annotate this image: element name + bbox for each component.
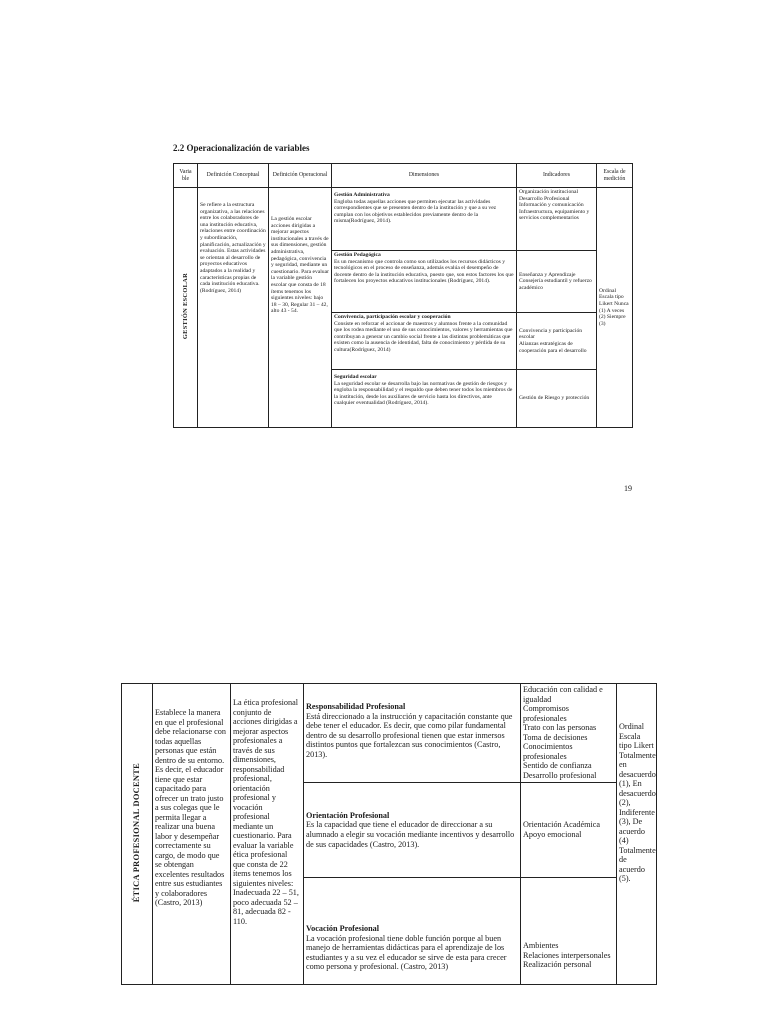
header-scale: Escala de medición [597,164,633,188]
dimension-cell [304,684,521,783]
operational-definition [231,684,304,985]
dimension-text: Está direccionado a la instrucción y capacitación constante que debe tener el educador. Es decir, que como pilar fundamental dentro de su desarrollo profesional tienen que estar inmersos distintos puntos que fortalezcan sus conocimientos (Castro, 2013). [306,711,513,759]
operational-definition [269,188,332,428]
indicator: Alianzas estratégicas de cooperación para el desarrollo [519,341,587,354]
dimension-text: Consiste en reforzar el accionar de maestros y alumnos frente a la comunidad que los rodea mediante el uso de sus conocimientos, valores y herramientas que contribuyan a generar un cambio social frente a las distintas problemáticas que existen como la ausencia de identidad, falta de conocimiento y pérdida de su cultura(Rodríguez, 2014) [334,320,513,353]
indicator: Conocimientos profesionales [523,742,573,761]
dimension-cell [332,188,517,251]
indicator-cell [517,251,597,313]
dimension-text: Es un mecanismo que controla como son utilizados los recursos didácticos y tecnológicos en el proceso de enseñanza, además evalúa el desempeño de docente dentro de la institución educativa, puesto que, son estos factores los que fortalecen los proyectos educativos institucionales (Rodríguez, 2014). [334,258,514,285]
dimension-text: Engloba todas aquellas acciones que permiten ejecutar las actividades correspondientes que se presenten dentro de la institución y que a su vez cumplan con los objetivos establecidos previamente dentro de la misma(Rodríguez, 2014). [334,198,497,225]
indicator: Gestión de Riesgo y protección [519,395,590,402]
dimension-cell [332,370,517,428]
dimension-text: La vocación profesional tiene doble función porque al buen manejo de herramientas didácticas para el aprendizaje de los estudiantes y a su vez el educador se sirve de esta para crecer como persona y profesional. (Castro, 2013) [306,933,507,972]
section-title: 2.2 Operacionalización de variables [173,143,310,153]
operationalization-table-etica [121,683,657,985]
indicator: Desarrollo profesional [523,770,597,780]
scale-text: Ordinal Escala tipo Likert Nunca (1) A veces (2) Siempre (3) [599,287,629,327]
operational-definition-text: La ética profesional conjunto de acciones dirigidas a mejorar aspectos profesionales a través de sus dimensiones, responsabilidad profesional, orientación profesional y vocación profesional mediante un cuestionario. Para evaluar la variable ética profesional que consta de 22 ítems tenemos los siguientes niveles: Inadecuada 22 – 51, poco adecuada 52 – 81, adecuada 82 - 110. [233,698,299,926]
indicator-cell [517,370,597,428]
conceptual-definition-text: Establece la manera en que el profesional debe relacionarse con todas aquellas personas que están dentro de su entorno. Es decir, el educador tiene que estar capacitado para ofrecer un trato justo a sus colegas que le permita llegar a realizar una buena labor y desempeñar correctamente su cargo, de modo que se obtengan excelentes resultados entre sus estudiantes y colaboradores (Castro, 2013) [155,708,226,908]
variable-name: ÉTICA PROFESIONAL DOCENTE [132,763,142,903]
table-row [122,684,657,783]
indicator: Sentido de confianza [523,761,592,771]
indicator: Apoyo emocional [523,830,582,839]
indicator-cell [521,878,617,985]
operational-definition-text: La gestión escolar acciones dirigidas a mejorar aspectos institucionales a través de sus dimensiones, gestión administrativa, pedagógica, convivencia y seguridad, mediante un cuestionario. Para evaluar la variable gestión escolar que consta de 18 ítems tenemos los siguientes niveles: bajo 18 – 30, Regular 31 – 42, alto 43 - 54. [271,216,329,315]
page-number: 19 [624,484,632,493]
variable-name: GESTIÓN ESCOLAR [181,273,189,340]
dimension-cell [304,783,521,878]
indicator: Desarrollo Profesional [519,195,570,202]
indicator-cell [517,188,597,251]
indicator-cell [521,684,617,783]
indicator: Enseñanza y Aprendizaje [519,271,576,278]
indicator: Educación con calidad e igualdad [523,685,603,704]
dimension-title: Orientación Profesional [306,810,390,820]
dimension-cell [332,251,517,313]
dimension-text: Es la capacidad que tiene el educador de direccionar a su alumnado a elegir su vocación mediante incentivos y desarrollo de sus capacidades (Castro, 2013). [306,820,515,849]
conceptual-definition [153,684,231,985]
table-header-row [174,164,633,188]
table-row [174,188,633,251]
header-dimensions: Dimensiones [332,164,517,188]
indicator: Convivencia y participación escolar [519,327,583,341]
indicator: Relaciones interpersonales [523,950,611,960]
indicator: Consejería estudiantil y refuerzo académico [519,278,592,291]
indicator: Orientación Académica [523,820,601,830]
conceptual-definition [198,188,269,428]
dimension-cell [332,313,517,370]
indicator: Toma de decisiones [523,732,588,742]
header-indicators: Indicadores [517,164,597,188]
variable-cell [122,684,153,985]
dimension-title: Seguridad escolar [334,374,377,380]
indicator: Información y comunicación [519,202,584,209]
dimension-title: Gestión Administrativa [334,192,390,198]
dimension-title: Gestión Pedagógica [334,252,381,258]
scale-text: Ordinal Escala tipo Likert Totalmente en desacuerdo (1), En desacuerdo (2), Indiferente (3), De acuerdo (4) Totalmente de acuerdo (5). [619,722,656,884]
indicator: Trato con las personas [523,723,597,733]
operationalization-table-gestion [173,163,633,428]
header-variable: Varia ble [174,164,198,188]
dimension-title: Responsabilidad Profesional [306,702,406,711]
indicator: Infraestructura, equipamiento y servicios complementarios [519,208,590,222]
scale-cell [597,188,633,428]
dimension-title: Vocación Profesional [306,924,380,934]
indicator-cell [521,783,617,878]
header-operational: Definición Operacional [269,164,332,188]
indicator: Compromisos profesionales [523,704,569,723]
indicator-cell [517,313,597,370]
conceptual-definition-text: Se refiere a la estructura organizativa, a las relaciones entre los colaboradores de una institución educativa, relaciones entre coordinación y subordinación, planificación, actualización y evaluación. Estas actividades se orientan al desarrollo de proyectos educativos adaptados a la realidad y características propias de cada institución educativa. (Rodríguez, 2014) [200,202,266,294]
dimension-title: Convivencia, participación escolar y cooperación [334,314,451,320]
scale-cell [617,684,657,985]
variable-cell [174,188,198,428]
dimension-text: La seguridad escolar se desarrolla bajo las normativas de gestión de riesgos y engloba la responsabilidad y el respaldo que deben tener todos los miembros de la institución, desde los auxiliares de servicio hasta los directivos, ante cualquier eventualidad (Rodríguez, 2014). [334,380,513,407]
header-conceptual: Definición Conceptual [198,164,269,188]
indicator: Ambientes [523,941,559,951]
dimension-cell [304,878,521,985]
indicator: Organización institucional [519,189,579,195]
indicator: Realización personal [523,960,592,970]
